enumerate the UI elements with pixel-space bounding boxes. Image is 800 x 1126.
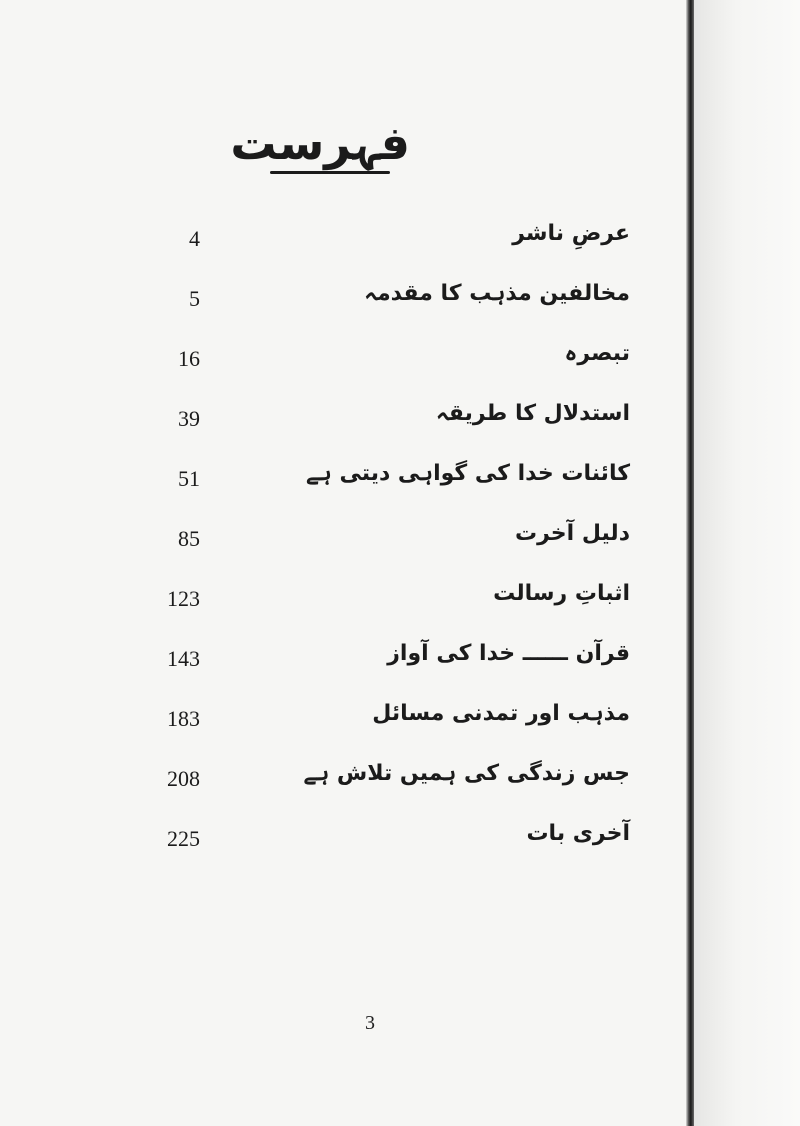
toc-page-number: 123: [167, 586, 200, 611]
toc-title: مخالفین مذہب کا مقدمہ: [364, 281, 630, 306]
toc-page-number: 51: [178, 466, 200, 491]
toc-page-number: 39: [178, 406, 200, 431]
toc-page-number: 208: [167, 766, 200, 791]
toc-entry: [130, 340, 630, 400]
contents-heading-block: [230, 116, 410, 174]
toc-title: جس زندگی کی ہمیں تلاش ہے: [303, 761, 630, 786]
toc-title: عرضِ ناشر: [512, 221, 630, 246]
toc-title: تبصرہ: [564, 341, 630, 366]
table-of-contents: [130, 220, 630, 880]
toc-page-number: 225: [167, 826, 200, 851]
toc-entry: [130, 760, 630, 820]
toc-page-number: 85: [178, 526, 200, 551]
heading-underline: [270, 171, 390, 174]
toc-title: استدلال کا طریقہ: [435, 401, 630, 426]
toc-title: آخری بات: [526, 821, 630, 846]
contents-heading: فہرست: [230, 116, 410, 170]
toc-page-number: 5: [189, 286, 200, 311]
toc-title: اثباتِ رسالت: [493, 581, 630, 606]
toc-title: قرآن ــــــ خدا کی آواز: [387, 641, 630, 666]
book-spine: [686, 0, 694, 1126]
toc-entry: [130, 700, 630, 760]
toc-title: کائنات خدا کی گواہی دیتی ہے: [306, 461, 630, 486]
toc-entry: [130, 220, 630, 280]
toc-page-number: 183: [167, 706, 200, 731]
toc-entry: [130, 520, 630, 580]
toc-entry: [130, 820, 630, 880]
facing-page-edge: [694, 0, 800, 1126]
page-number: 3: [365, 1012, 375, 1034]
toc-entry: [130, 640, 630, 700]
toc-entry: [130, 280, 630, 340]
toc-page-number: 4: [189, 226, 200, 251]
toc-entry: [130, 400, 630, 460]
toc-page-number: 143: [167, 646, 200, 671]
toc-entry: [130, 580, 630, 640]
toc-page-number: 16: [178, 346, 200, 371]
toc-title: دلیل آخرت: [514, 521, 630, 546]
toc-title: مذہب اور تمدنی مسائل: [372, 701, 630, 726]
toc-entry: [130, 460, 630, 520]
